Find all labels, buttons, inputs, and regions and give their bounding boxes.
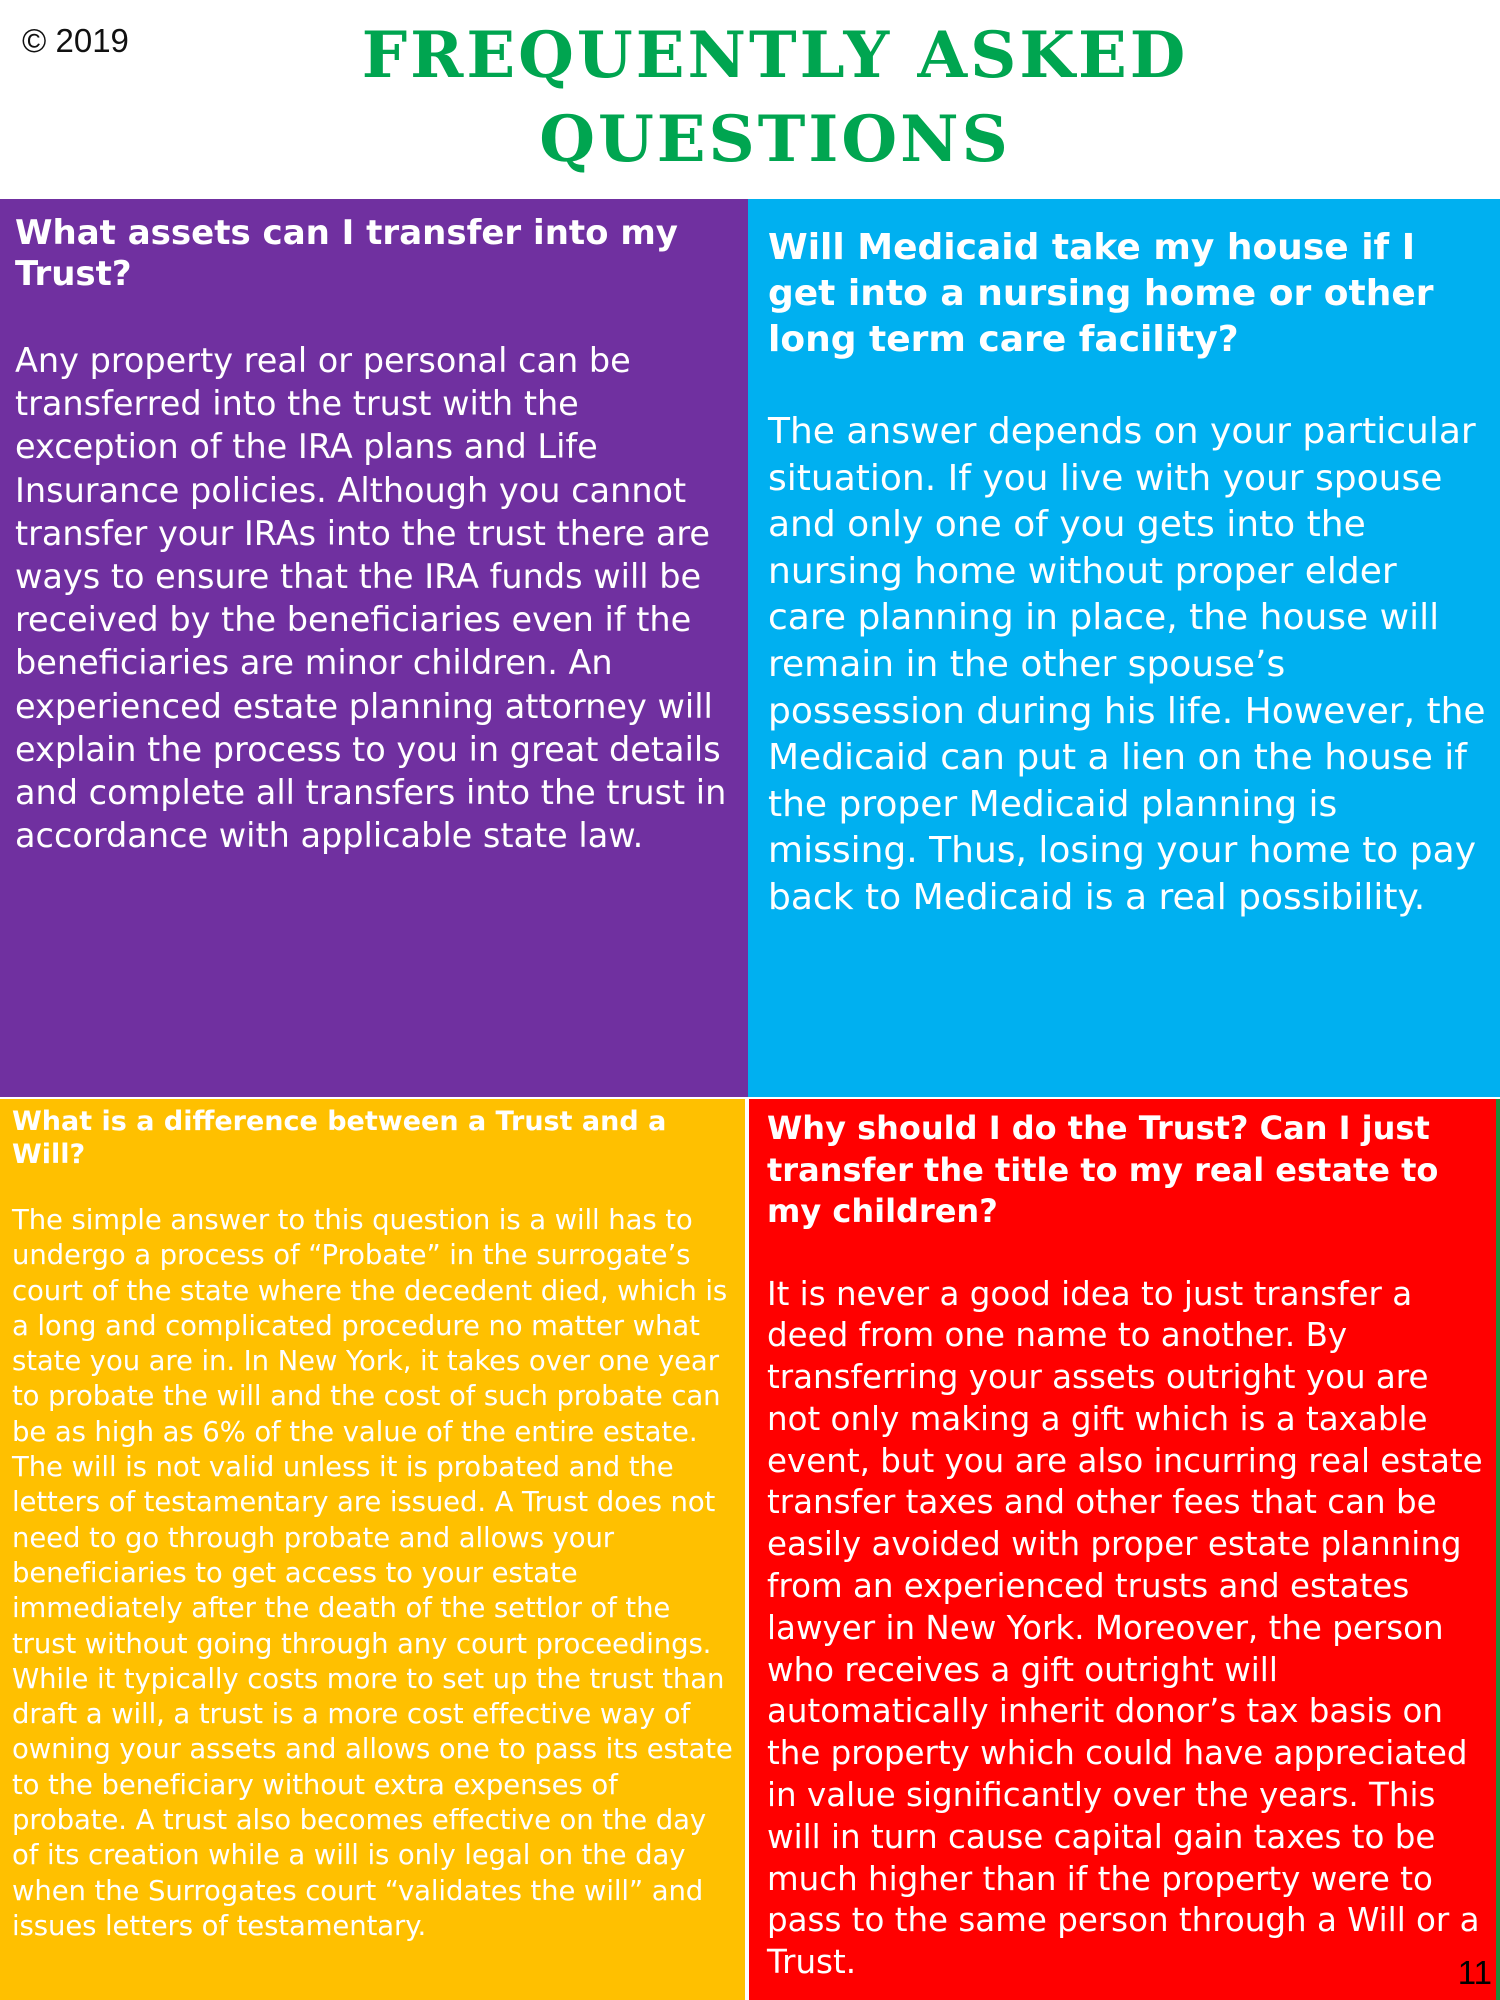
copyright-notice: © 2019 bbox=[22, 22, 129, 59]
faq-question: Will Medicaid take my house if I get into a nursing home or other long term care facility? bbox=[768, 227, 1434, 360]
faq-panel-trust-vs-will bbox=[0, 1099, 745, 2000]
faq-answer: It is never a good idea to just transfer a deed from one name to another. By transferring your assets outright you are not only making a gift which is a taxable event, but you are also incurring real estate transfer taxes and other fees that can be easily avoided with proper estate planning from an experienced trusts and estates lawyer in New York. Moreover, the person who receives a gift outright will automatically inherit donor’s tax basis on the property which could have appreciated in value significantly over the years. This will in turn cause capital gain taxes to be much higher than if the property were to pass to the same person through a Will or a Trust. bbox=[767, 1274, 1483, 1982]
page-title-line-1: FREQUENTLY ASKED bbox=[361, 18, 1189, 93]
page-title bbox=[190, 14, 1360, 182]
faq-question: Why should I do the Trust? Can I just transfer the title to my real estate to my children? bbox=[767, 1109, 1439, 1230]
faq-question: What is a difference between a Trust and a Will? bbox=[12, 1106, 667, 1170]
page-number: 11 bbox=[1457, 1954, 1492, 1991]
panel-divider-vertical bbox=[745, 1099, 749, 2000]
panel-divider-horizontal bbox=[0, 1097, 1500, 1099]
faq-panel-trust-assets bbox=[0, 199, 748, 1097]
faq-answer: Any property real or personal can be transferred into the trust with the exception of the IRA plans and Life Insurance policies. Although you cannot transfer your IRAs into the trust there are ways to ensure that the IRA funds will be received by the beneficiaries even if the beneficiaries are minor children. An experienced estate planning attorney will explain the process to you in great details and complete all transfers into the trust in accordance with applicable state law. bbox=[15, 341, 727, 856]
page-edge-accent bbox=[1496, 1099, 1500, 2000]
faq-answer: The answer depends on your particular situation. If you live with your spouse and only one of you gets into the nursing home without proper elder care planning in place, the house will remain in the other spouse’s possession during his life. However, the Medicaid can put a lien on the house if the proper Medicaid planning is missing. Thus, losing your home to pay back to Medicaid is a real possibility. bbox=[768, 411, 1486, 918]
faq-question: What assets can I transfer into my Trust? bbox=[15, 213, 678, 294]
page-title-line-2: QUESTIONS bbox=[539, 102, 1011, 177]
faq-panel-why-trust bbox=[749, 1099, 1496, 2000]
faq-answer: The simple answer to this question is a will has to undergo a process of “Probate” in the surrogate’s court of the state where the decedent died, which is a long and complicated procedure no matter what state you are in. In New York, it takes over one year to probate the will and the cost of such probate can be as high as 6% of the value of the entire estate. The will is not valid unless it is probated and the letters of testamentary are issued. A Trust does not need to go through probate and allows your beneficiaries to get access to your estate immediately after the death of the settlor of the trust without going through any court proceedings. While it typically costs more to set up the trust than draft a will, a trust is a more cost effective way of owning your assets and allows one to pass its estate to the beneficiary without extra expenses of probate. A trust also becomes effective on the day of its creation while a will is only legal on the day when the Surrogates court “validates the will” and issues letters of testamentary. bbox=[12, 1204, 733, 1942]
faq-panel-medicaid-house bbox=[748, 199, 1500, 1097]
